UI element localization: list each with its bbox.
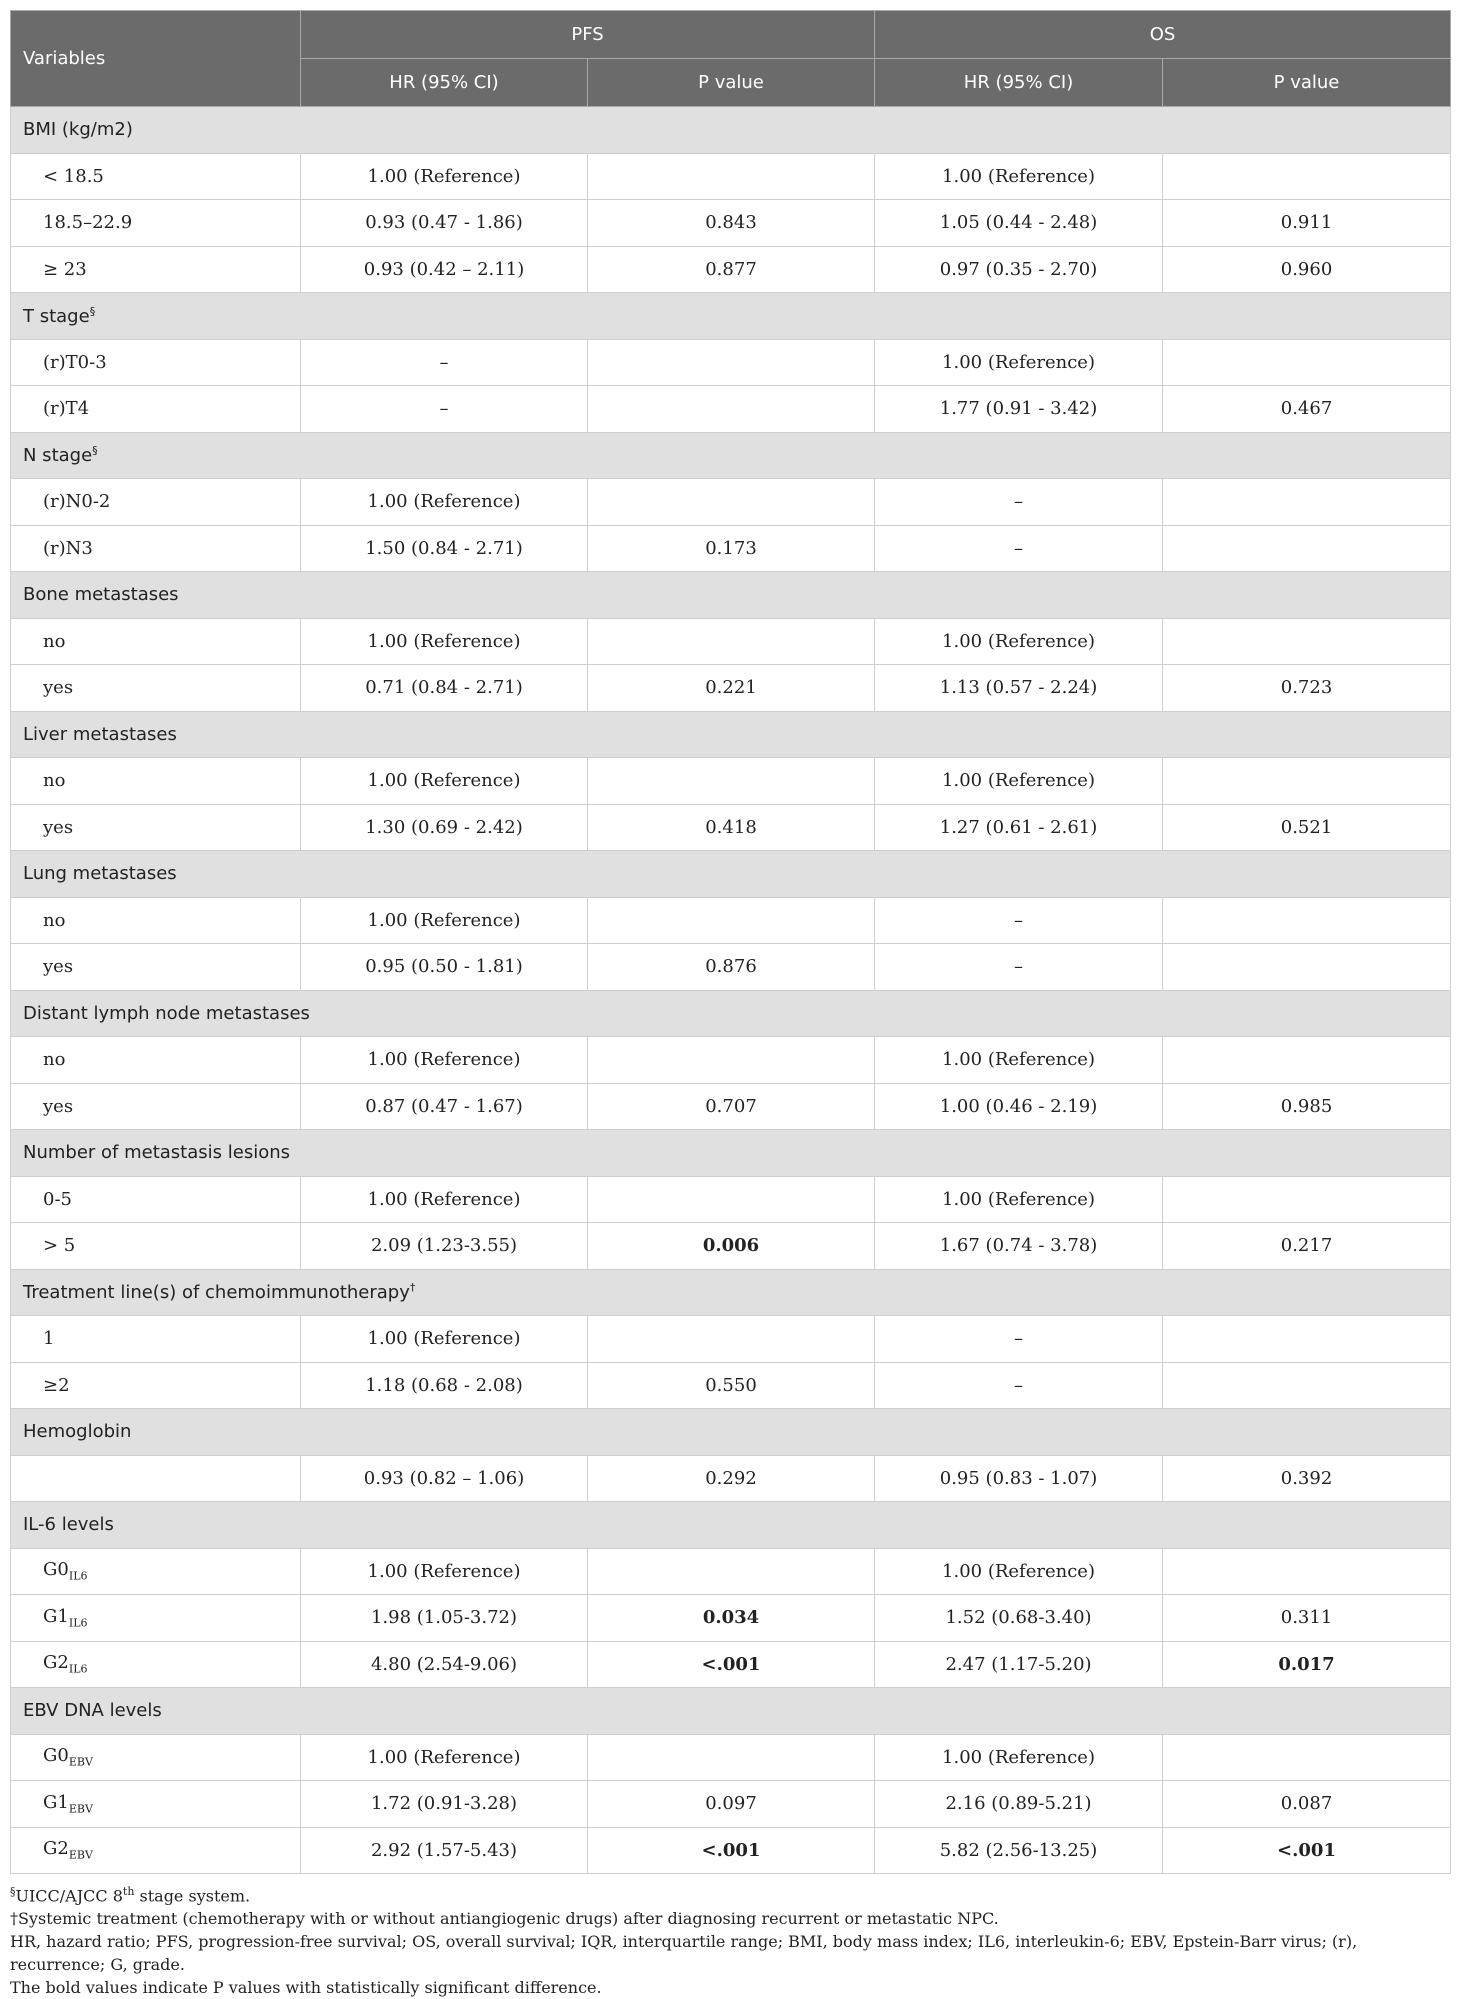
table-body	[11, 107, 1451, 1874]
os-hr-cell: 1.52 (0.68-3.40)	[875, 1595, 1163, 1642]
pfs-p-cell	[588, 1827, 875, 1874]
footnote-bold-values: The bold values indicate P values with statistically significant difference.	[10, 1978, 602, 1998]
footnote-stage-system	[10, 1880, 1450, 1907]
pfs-hr-cell: 0.71 (0.84 - 2.71)	[301, 665, 588, 712]
os-p-cell	[1163, 1548, 1451, 1595]
os-p-cell	[1163, 1176, 1451, 1223]
row-label-text: yes	[43, 956, 74, 978]
os-p-cell	[1163, 1316, 1451, 1363]
row-label	[11, 1827, 301, 1874]
table-row	[11, 804, 1451, 851]
pfs-hr-cell: 1.72 (0.91-3.28)	[301, 1781, 588, 1828]
row-label-text: yes	[43, 816, 74, 838]
os-hr-cell: 1.77 (0.91 - 3.42)	[875, 386, 1163, 433]
row-label	[11, 1734, 301, 1781]
section-row	[11, 107, 1451, 154]
row-label-text: yes	[43, 677, 74, 699]
os-hr-cell: 1.00 (Reference)	[875, 153, 1163, 200]
pfs-p-cell	[588, 897, 875, 944]
pfs-p-cell: 0.173	[588, 525, 875, 572]
pfs-p-cell: 0.221	[588, 665, 875, 712]
os-hr-cell: 0.97 (0.35 - 2.70)	[875, 246, 1163, 293]
os-hr-cell: 1.00 (Reference)	[875, 1037, 1163, 1084]
os-hr-cell: –	[875, 1316, 1163, 1363]
row-label-subscript: EBV	[68, 1849, 93, 1863]
table-row	[11, 1455, 1451, 1502]
pfs-p-cell	[588, 1641, 875, 1688]
os-hr-cell: 1.00 (Reference)	[875, 1734, 1163, 1781]
pfs-hr-cell: 1.00 (Reference)	[301, 618, 588, 665]
section-title	[11, 990, 1451, 1037]
section-row	[11, 432, 1451, 479]
section-title	[11, 1688, 1451, 1735]
section-title-text: Distant lymph node metastases	[23, 1002, 310, 1024]
pfs-p-cell	[588, 618, 875, 665]
pfs-p-cell	[588, 1316, 875, 1363]
os-p-cell	[1163, 1641, 1451, 1688]
pfs-header: PFS	[301, 11, 875, 59]
section-title-mark: §	[89, 304, 96, 318]
row-label	[11, 1083, 301, 1130]
pfs-hr-header: HR (95% CI)	[301, 59, 588, 107]
pfs-p-cell	[588, 758, 875, 805]
row-label-subscript: EBV	[68, 1802, 93, 1816]
section-title-mark: †	[409, 1281, 416, 1295]
footnote-ordinal: th	[122, 1885, 135, 1898]
pfs-hr-cell: 1.50 (0.84 - 2.71)	[301, 525, 588, 572]
os-p-cell	[1163, 1734, 1451, 1781]
row-label-text: 18.5–22.9	[43, 212, 133, 234]
row-label-text: > 5	[43, 1235, 76, 1257]
pfs-hr-cell: 1.00 (Reference)	[301, 1548, 588, 1595]
row-label	[11, 1548, 301, 1595]
os-p-cell: 0.217	[1163, 1223, 1451, 1270]
section-title-text: IL-6 levels	[23, 1514, 114, 1536]
pfs-p-cell-value: <.001	[701, 1839, 761, 1861]
os-p-cell: 0.960	[1163, 246, 1451, 293]
row-label	[11, 1641, 301, 1688]
row-label	[11, 944, 301, 991]
pfs-hr-cell: 1.00 (Reference)	[301, 1176, 588, 1223]
os-p-cell	[1163, 339, 1451, 386]
footnote-mark: §	[10, 1885, 16, 1898]
os-hr-cell: 5.82 (2.56-13.25)	[875, 1827, 1163, 1874]
pfs-p-cell: 0.843	[588, 200, 875, 247]
os-p-cell	[1163, 1827, 1451, 1874]
os-hr-cell: 1.67 (0.74 - 3.78)	[875, 1223, 1163, 1270]
footnote-abbreviations: HR, hazard ratio; PFS, progression-free survival; OS, overall survival; IQR, interquartile range; BMI, body mass index; IL6, interleukin-6; EBV, Epstein-Barr virus; (r), recurrence; G, grade.	[10, 1932, 1358, 1975]
pfs-p-cell: 0.418	[588, 804, 875, 851]
os-p-cell: 0.911	[1163, 200, 1451, 247]
table-row	[11, 1827, 1451, 1874]
pfs-p-cell-value: 0.034	[702, 1607, 760, 1629]
os-hr-cell: 1.05 (0.44 - 2.48)	[875, 200, 1163, 247]
row-label-text: no	[43, 1049, 66, 1071]
row-label-text: (r)T0-3	[43, 351, 107, 373]
table-row	[11, 246, 1451, 293]
os-hr-cell: 0.95 (0.83 - 1.07)	[875, 1455, 1163, 1502]
os-p-cell: 0.723	[1163, 665, 1451, 712]
section-row	[11, 293, 1451, 340]
section-title-text: Liver metastases	[23, 723, 177, 745]
os-p-cell: 0.521	[1163, 804, 1451, 851]
row-label-text: no	[43, 909, 66, 931]
row-label-text: G1	[43, 1791, 69, 1813]
section-title-mark: §	[92, 444, 98, 458]
section-title	[11, 293, 1451, 340]
section-title	[11, 1409, 1451, 1456]
table-row	[11, 1176, 1451, 1223]
section-title-text: Number of metastasis lesions	[23, 1142, 290, 1164]
row-label	[11, 758, 301, 805]
pfs-hr-cell: 2.92 (1.57-5.43)	[301, 1827, 588, 1874]
pfs-hr-cell: 0.87 (0.47 - 1.67)	[301, 1083, 588, 1130]
row-label-text: (r)N0-2	[43, 491, 111, 513]
section-title	[11, 1269, 1451, 1316]
pfs-hr-cell: –	[301, 339, 588, 386]
os-p-cell	[1163, 525, 1451, 572]
row-label-text: G2	[43, 1838, 69, 1860]
table-footnotes	[10, 1880, 1450, 1999]
os-hr-header: HR (95% CI)	[875, 59, 1163, 107]
section-title	[11, 572, 1451, 619]
os-hr-cell: –	[875, 525, 1163, 572]
os-p-cell	[1163, 1037, 1451, 1084]
row-label	[11, 1455, 301, 1502]
os-hr-cell: 2.47 (1.17-5.20)	[875, 1641, 1163, 1688]
os-hr-cell: –	[875, 944, 1163, 991]
os-hr-cell: 1.00 (Reference)	[875, 618, 1163, 665]
row-label	[11, 897, 301, 944]
os-hr-cell: 1.13 (0.57 - 2.24)	[875, 665, 1163, 712]
table-row	[11, 665, 1451, 712]
table-row	[11, 758, 1451, 805]
row-label	[11, 1223, 301, 1270]
pfs-p-cell	[588, 339, 875, 386]
pfs-hr-cell: 1.00 (Reference)	[301, 153, 588, 200]
section-row	[11, 711, 1451, 758]
table-row	[11, 386, 1451, 433]
os-hr-cell: 1.00 (0.46 - 2.19)	[875, 1083, 1163, 1130]
footnote-text: UICC/AJCC 8	[15, 1886, 123, 1906]
pfs-p-cell	[588, 386, 875, 433]
pfs-p-cell: 0.877	[588, 246, 875, 293]
pfs-p-cell-value: 0.006	[702, 1235, 760, 1257]
row-label	[11, 200, 301, 247]
row-label-subscript: IL6	[68, 1663, 88, 1677]
pfs-hr-cell: 1.00 (Reference)	[301, 1037, 588, 1084]
os-p-cell	[1163, 618, 1451, 665]
os-hr-cell: 1.27 (0.61 - 2.61)	[875, 804, 1163, 851]
os-p-cell	[1163, 897, 1451, 944]
pfs-hr-cell: 1.00 (Reference)	[301, 897, 588, 944]
table-row	[11, 153, 1451, 200]
row-label-text: ≥ 23	[43, 258, 87, 280]
section-title-text: Bone metastases	[23, 584, 179, 606]
row-label-text: G1	[43, 1605, 69, 1627]
row-label-text: G2	[43, 1652, 69, 1674]
row-label	[11, 1037, 301, 1084]
footnote-text-end: stage system.	[134, 1886, 251, 1906]
row-label	[11, 618, 301, 665]
table-row	[11, 618, 1451, 665]
section-row	[11, 1409, 1451, 1456]
row-label-subscript: IL6	[68, 1616, 88, 1630]
table-row	[11, 339, 1451, 386]
pfs-p-cell	[588, 1595, 875, 1642]
section-row	[11, 1130, 1451, 1177]
section-title	[11, 1502, 1451, 1549]
os-hr-cell: 2.16 (0.89-5.21)	[875, 1781, 1163, 1828]
section-title-text: T stage	[23, 305, 90, 327]
os-p-cell: 0.392	[1163, 1455, 1451, 1502]
table-row	[11, 1781, 1451, 1828]
os-p-cell	[1163, 479, 1451, 526]
row-label	[11, 1176, 301, 1223]
pfs-p-cell	[588, 1176, 875, 1223]
pfs-hr-cell: 1.18 (0.68 - 2.08)	[301, 1362, 588, 1409]
table-row	[11, 1223, 1451, 1270]
row-label	[11, 1595, 301, 1642]
section-title	[11, 1130, 1451, 1177]
pfs-hr-cell: 1.00 (Reference)	[301, 758, 588, 805]
os-p-cell: 0.087	[1163, 1781, 1451, 1828]
section-title-text: BMI (kg/m2)	[23, 119, 133, 141]
pfs-p-cell-value: <.001	[701, 1653, 761, 1675]
pfs-p-cell: 0.550	[588, 1362, 875, 1409]
table-row	[11, 897, 1451, 944]
pfs-p-cell: 0.876	[588, 944, 875, 991]
pfs-hr-cell: 0.93 (0.82 – 1.06)	[301, 1455, 588, 1502]
row-label	[11, 1781, 301, 1828]
pfs-p-cell	[588, 479, 875, 526]
section-title	[11, 432, 1451, 479]
section-title-text: Hemoglobin	[23, 1421, 132, 1443]
pfs-p-cell	[588, 1223, 875, 1270]
table-row	[11, 1641, 1451, 1688]
os-hr-cell: 1.00 (Reference)	[875, 1548, 1163, 1595]
row-label-subscript: IL6	[68, 1570, 88, 1584]
table-row	[11, 1362, 1451, 1409]
os-hr-cell: 1.00 (Reference)	[875, 758, 1163, 805]
section-title	[11, 711, 1451, 758]
pfs-p-cell: 0.292	[588, 1455, 875, 1502]
row-label-text: (r)N3	[43, 537, 93, 559]
pfs-hr-cell: 0.95 (0.50 - 1.81)	[301, 944, 588, 991]
row-label	[11, 804, 301, 851]
footnote-systemic-treatment: †Systemic treatment (chemotherapy with or without antiangiogenic drugs) after diagnosing recurrent or metastatic NPC.	[10, 1909, 999, 1929]
pfs-hr-cell: 1.98 (1.05-3.72)	[301, 1595, 588, 1642]
results-table-container	[10, 10, 1450, 1999]
os-p-cell	[1163, 758, 1451, 805]
table-row	[11, 1037, 1451, 1084]
row-label-text: G0	[43, 1559, 69, 1581]
pfs-p-cell	[588, 1734, 875, 1781]
pfs-hr-cell: 1.00 (Reference)	[301, 1734, 588, 1781]
row-label-text: G0	[43, 1745, 69, 1767]
os-hr-cell: –	[875, 1362, 1163, 1409]
os-p-cell: 0.467	[1163, 386, 1451, 433]
table-row	[11, 525, 1451, 572]
os-hr-cell: 1.00 (Reference)	[875, 339, 1163, 386]
cox-regression-table	[10, 10, 1451, 1874]
variables-header: Variables	[11, 11, 301, 107]
table-row	[11, 479, 1451, 526]
os-p-cell	[1163, 1362, 1451, 1409]
section-title	[11, 107, 1451, 154]
row-label-text: 0-5	[43, 1188, 72, 1210]
os-p-cell: 0.311	[1163, 1595, 1451, 1642]
row-label	[11, 479, 301, 526]
pfs-hr-cell: 4.80 (2.54-9.06)	[301, 1641, 588, 1688]
row-label	[11, 525, 301, 572]
pfs-p-cell: 0.097	[588, 1781, 875, 1828]
os-p-cell	[1163, 944, 1451, 991]
pfs-p-cell	[588, 153, 875, 200]
os-p-cell-value: 0.017	[1278, 1653, 1335, 1675]
section-title-text: Treatment line(s) of chemoimmunotherapy	[23, 1282, 410, 1304]
os-p-cell-value: <.001	[1277, 1839, 1336, 1861]
row-label	[11, 386, 301, 433]
table-row	[11, 1595, 1451, 1642]
row-label-text: yes	[43, 1095, 74, 1117]
table-row	[11, 200, 1451, 247]
row-label-text: ≥2	[43, 1374, 70, 1396]
table-row	[11, 1734, 1451, 1781]
section-title	[11, 851, 1451, 898]
pfs-hr-cell: –	[301, 386, 588, 433]
table-row	[11, 1548, 1451, 1595]
row-label-text: < 18.5	[43, 165, 104, 187]
section-row	[11, 1269, 1451, 1316]
section-title-text: Lung metastases	[23, 863, 177, 885]
section-row	[11, 851, 1451, 898]
os-p-cell	[1163, 153, 1451, 200]
row-label-subscript: EBV	[68, 1756, 93, 1770]
row-label	[11, 339, 301, 386]
table-row	[11, 1083, 1451, 1130]
pfs-hr-cell: 0.93 (0.47 - 1.86)	[301, 200, 588, 247]
os-hr-cell: –	[875, 479, 1163, 526]
section-title-text: N stage	[23, 445, 93, 467]
pfs-p-cell	[588, 1548, 875, 1595]
section-title-text: EBV DNA levels	[23, 1700, 162, 1722]
os-p-cell: 0.985	[1163, 1083, 1451, 1130]
row-label	[11, 1362, 301, 1409]
pfs-hr-cell: 1.00 (Reference)	[301, 479, 588, 526]
os-hr-cell: 1.00 (Reference)	[875, 1176, 1163, 1223]
row-label	[11, 153, 301, 200]
section-row	[11, 1688, 1451, 1735]
pfs-p-header: P value	[588, 59, 875, 107]
row-label-text: no	[43, 630, 66, 652]
pfs-p-cell: 0.707	[588, 1083, 875, 1130]
section-row	[11, 572, 1451, 619]
pfs-hr-cell: 1.00 (Reference)	[301, 1316, 588, 1363]
row-label	[11, 665, 301, 712]
pfs-p-cell	[588, 1037, 875, 1084]
table-header	[11, 11, 1451, 107]
os-hr-cell: –	[875, 897, 1163, 944]
row-label-text: (r)T4	[43, 398, 90, 420]
os-header: OS	[875, 11, 1451, 59]
row-label	[11, 1316, 301, 1363]
table-row	[11, 1316, 1451, 1363]
pfs-hr-cell: 2.09 (1.23-3.55)	[301, 1223, 588, 1270]
row-label-text: 1	[43, 1328, 55, 1350]
table-row	[11, 944, 1451, 991]
os-p-header: P value	[1163, 59, 1451, 107]
section-row	[11, 990, 1451, 1037]
row-label-text: no	[43, 770, 66, 792]
row-label	[11, 246, 301, 293]
pfs-hr-cell: 0.93 (0.42 – 2.11)	[301, 246, 588, 293]
pfs-hr-cell: 1.30 (0.69 - 2.42)	[301, 804, 588, 851]
section-row	[11, 1502, 1451, 1549]
